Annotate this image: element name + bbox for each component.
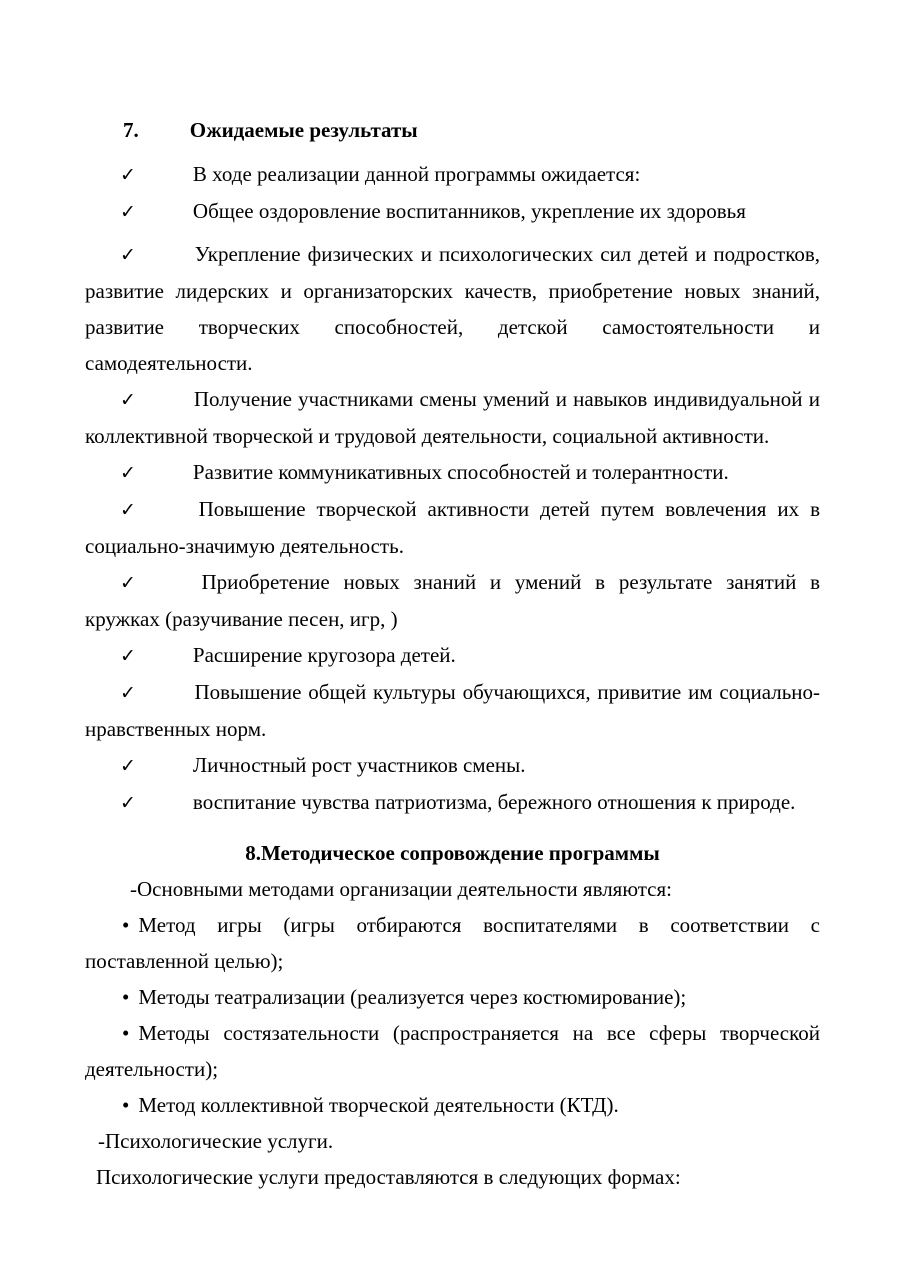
checkmark-icon: ✓ (120, 244, 138, 266)
check-item-text: Общее оздоровление воспитанников, укрепление их здоровья (192, 199, 746, 223)
checkmark-icon: ✓ (120, 682, 138, 704)
section8-heading: 8.Методическое сопровождение программы (245, 841, 660, 865)
check-list-item (85, 564, 820, 637)
bullet-icon: • (122, 1021, 130, 1045)
check-item-text: Повышение общей культуры обучающихся, привитие им социально-нравственных норм. (85, 680, 821, 741)
check-item-text: Приобретение новых знаний и умений в результате занятий в кружках (разучивание песен, игр, ) (85, 570, 820, 631)
bullet-list-item (85, 907, 820, 979)
checkmark-icon: ✓ (120, 572, 145, 594)
check-list-item (85, 747, 820, 784)
document-content (85, 112, 820, 1195)
check-item-text: Получение участниками смены умений и навыков индивидуальной и коллективной творческой и трудовой деятельности, социальной активности. (85, 387, 820, 448)
check-list-item (85, 381, 820, 454)
check-item-text: воспитание чувства патриотизма, бережного отношения к природе. (192, 790, 796, 814)
bullet-item-text: Метод коллективной творческой деятельности (КТД). (138, 1093, 619, 1117)
bullet-list-item (85, 1087, 820, 1123)
checkmark-icon: ✓ (120, 389, 137, 411)
checkmark-icon: ✓ (120, 792, 136, 814)
checkmark-icon: ✓ (120, 164, 136, 186)
check-list-item (85, 156, 820, 193)
check-list-item (85, 236, 820, 381)
check-item-text: Развитие коммуникативных способностей и толерантности. (192, 460, 729, 484)
check-item-text: Расширение кругозора детей. (192, 643, 456, 667)
check-list-item (85, 674, 820, 747)
section7-heading (85, 112, 820, 148)
check-list-item (85, 491, 820, 564)
checkmark-icon: ✓ (120, 462, 136, 484)
section7-number: 7. (123, 118, 139, 142)
checkmark-icon: ✓ (120, 755, 136, 777)
bullet-list-item (85, 1015, 820, 1087)
psych-services-line: -Психологические услуги. (98, 1129, 334, 1153)
check-list-item (85, 637, 820, 674)
bullet-item-text: Метод игры (игры отбираются воспитателями в соответствии с поставленной целью); (85, 913, 820, 973)
check-list-item (85, 784, 820, 821)
psych-services-forms-line: Психологические услуги предоставляются в следующих формах: (96, 1165, 681, 1189)
check-list-item (85, 193, 820, 230)
bullet-icon: • (122, 985, 130, 1009)
checkmark-icon: ✓ (120, 201, 136, 223)
checkmark-icon: ✓ (120, 499, 142, 521)
bullet-list-item (85, 979, 820, 1015)
check-item-text: В ходе реализации данной программы ожидается: (192, 162, 641, 186)
checkmark-icon: ✓ (120, 645, 136, 667)
check-item-text: Укрепление физических и психологических сил детей и подростков, развитие лидерских и организаторских качеств, приобретение новых знаний, развитие творческих способностей, детской самостоятельности и самодеятельности. (85, 242, 821, 375)
section8-intro: -Основными методами организации деятельности являются: (130, 877, 673, 901)
section7-title: Ожидаемые результаты (189, 118, 418, 142)
bullet-icon: • (122, 1093, 130, 1117)
check-item-text: Повышение творческой активности детей путем вовлечения их в социально-значимую деятельность. (85, 497, 820, 558)
check-list-item (85, 454, 820, 491)
check-item-text: Личностный рост участников смены. (192, 753, 526, 777)
bullet-item-text: Методы состязательности (распространяется на все сферы творческой деятельности); (85, 1021, 820, 1081)
bullet-icon: • (122, 913, 130, 937)
bullet-item-text: Методы театрализации (реализуется через костюмирование); (138, 985, 687, 1009)
